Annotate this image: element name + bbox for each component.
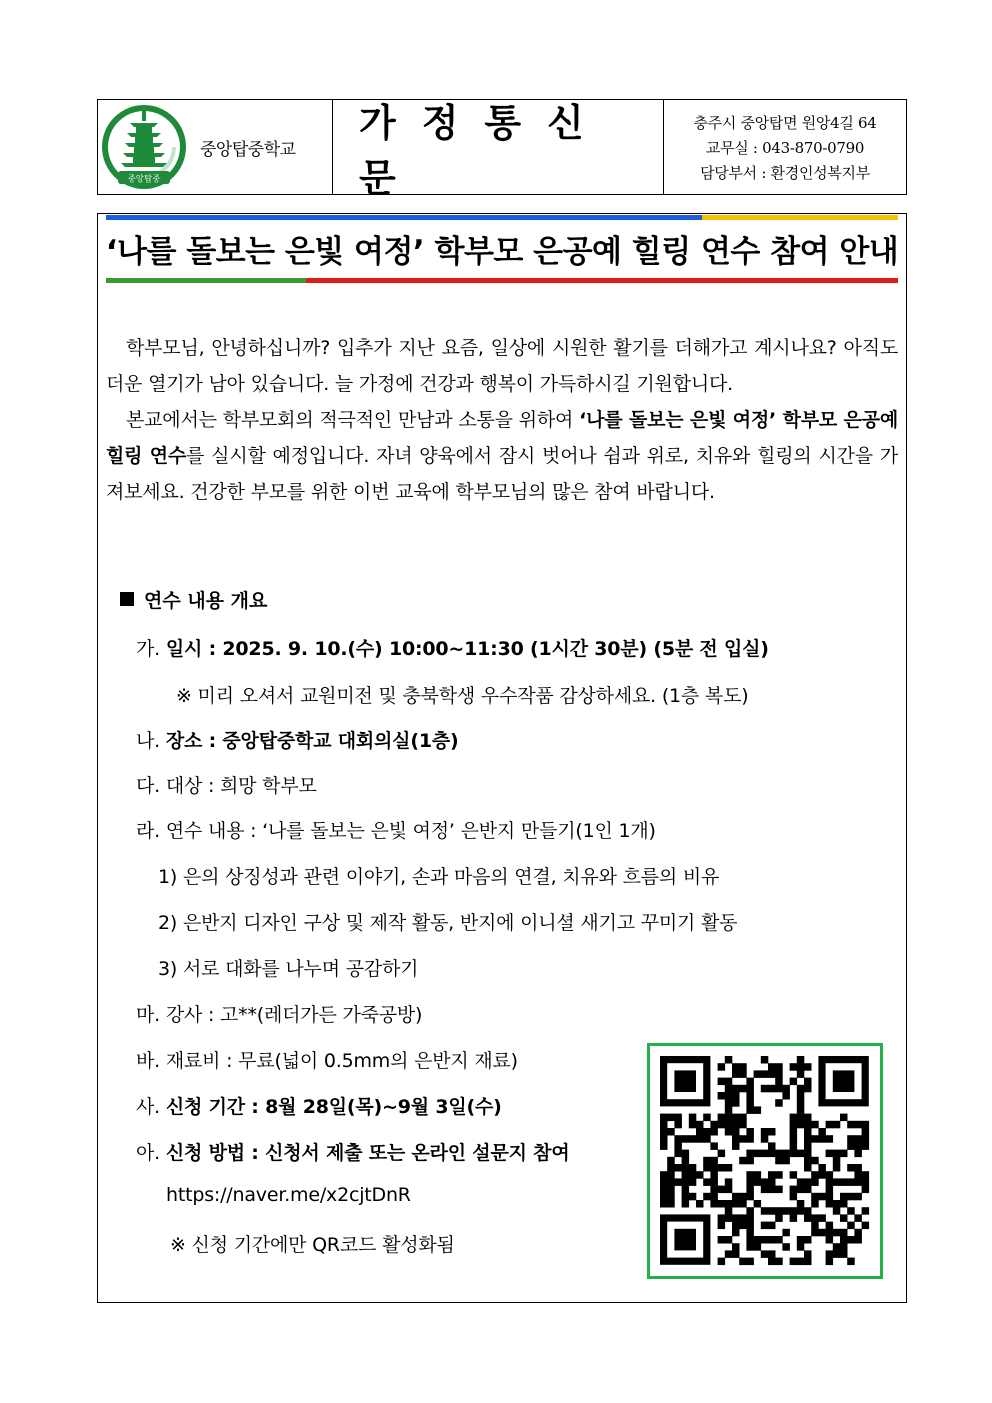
top-yellow-bar: [702, 215, 898, 220]
qr-note: ※ 신청 기간에만 QR코드 활성화됨: [170, 1234, 455, 1256]
item-content: 라. 연수 내용 : ‘나를 돌보는 은빛 여정’ 은반지 만들기(1인 1개): [136, 820, 656, 842]
item-apply-period-label: 사.: [136, 1096, 160, 1118]
survey-link[interactable]: https://naver.me/x2cjtDnR: [166, 1184, 411, 1206]
item-date-note: ※ 미리 오셔서 교원미전 및 충북학생 우수작품 감상하세요. (1층 복도): [176, 685, 749, 707]
intro-paragraph-2: [106, 402, 898, 510]
notice-body: [97, 213, 907, 1303]
item-apply-period-text: 신청 기간 : 8월 28일(목)~9월 3일(수): [165, 1096, 502, 1118]
school-name: 중앙탑중학교: [200, 139, 296, 160]
intro-p2-after: 를 실시할 예정입니다. 자녀 양육에서 잠시 벗어나 쉼과 위로, 치유와 힐링의 시간을 가져보세요. 건강한 부모를 위한 이번 교육에 학부모님의 많은 참여 바랍니다.: [106, 445, 898, 503]
item-apply-method-text: 신청 방법 : 신청서 제출 또는 온라인 설문지 참여: [165, 1142, 570, 1164]
item-apply-method-label: 아.: [136, 1142, 160, 1164]
item-apply-method: [136, 1138, 570, 1165]
pagoda-emblem-icon: [100, 103, 188, 191]
bottom-green-bar: [106, 278, 306, 283]
item-place-text: 장소 : 중앙탑중학교 대회의실(1층): [165, 730, 459, 752]
item-apply-period: [136, 1092, 502, 1119]
item-place-label: 나.: [136, 730, 160, 752]
paper-title: 가정통신문: [359, 100, 610, 200]
department: 담당부서 : 환경인성복지부: [700, 163, 870, 182]
notice-headline: ‘나를 돌보는 은빛 여정’ 학부모 은공예 힐링 연수 참여 안내: [105, 234, 899, 270]
qr-code-icon: [650, 1046, 880, 1276]
school-address: 충주시 중앙탑면 원앙4길 64: [693, 113, 877, 132]
item-instructor: 마. 강사 : 고**(레더가든 가죽공방): [136, 1004, 423, 1026]
bottom-red-bar: [306, 278, 898, 283]
qr-code-box[interactable]: [647, 1043, 883, 1279]
paper-title-cell: [333, 100, 664, 200]
black-square-icon: [120, 592, 134, 606]
item-date: [136, 634, 769, 661]
school-contact-info: [664, 100, 906, 194]
intro-p2-before: 본교에서는 학부모회의 적극적인 만남과 소통을 위하여: [126, 409, 580, 431]
school-logo-cell: [98, 100, 333, 194]
item-target: 다. 대상 : 희망 학부모: [136, 775, 317, 797]
intro-p2-bold: ‘나를 돌보는 은빛 여정’ 학부모 은공예 힐링 연수: [106, 409, 898, 467]
intro-paragraphs: [106, 330, 898, 510]
item-date-label: 가.: [136, 638, 160, 660]
letterhead: [97, 99, 907, 200]
item-place: [136, 726, 458, 753]
section-heading-text: 연수 내용 개요: [144, 590, 268, 612]
item-content-sub-1: 1) 은의 상징성과 관련 이야기, 손과 마음의 연결, 치유와 흐름의 비유: [158, 866, 720, 888]
item-content-sub-2: 2) 은반지 디자인 구상 및 제작 활동, 반지에 이니셜 새기고 꾸미기 활동: [158, 912, 738, 934]
section-heading: [120, 586, 267, 613]
office-phone: 교무실 : 043-870-0790: [705, 138, 865, 157]
intro-paragraph-1: 학부모님, 안녕하십니까? 입추가 지난 요즘, 일상에 시원한 활기를 더해가고 계시나요? 아직도 더운 열기가 남아 있습니다. 늘 가정에 건강과 행복이 가득하시길 기원합니다.: [106, 337, 898, 395]
logo-text: 중앙탑중: [127, 174, 161, 185]
item-fee: 바. 재료비 : 무료(넓이 0.5mm의 은반지 재료): [136, 1050, 518, 1072]
item-date-text: 일시 : 2025. 9. 10.(수) 10:00~11:30 (1시간 30분) (5분 전 입실): [165, 638, 769, 660]
top-blue-bar: [106, 215, 702, 220]
item-content-sub-3: 3) 서로 대화를 나누며 공감하기: [158, 958, 419, 980]
